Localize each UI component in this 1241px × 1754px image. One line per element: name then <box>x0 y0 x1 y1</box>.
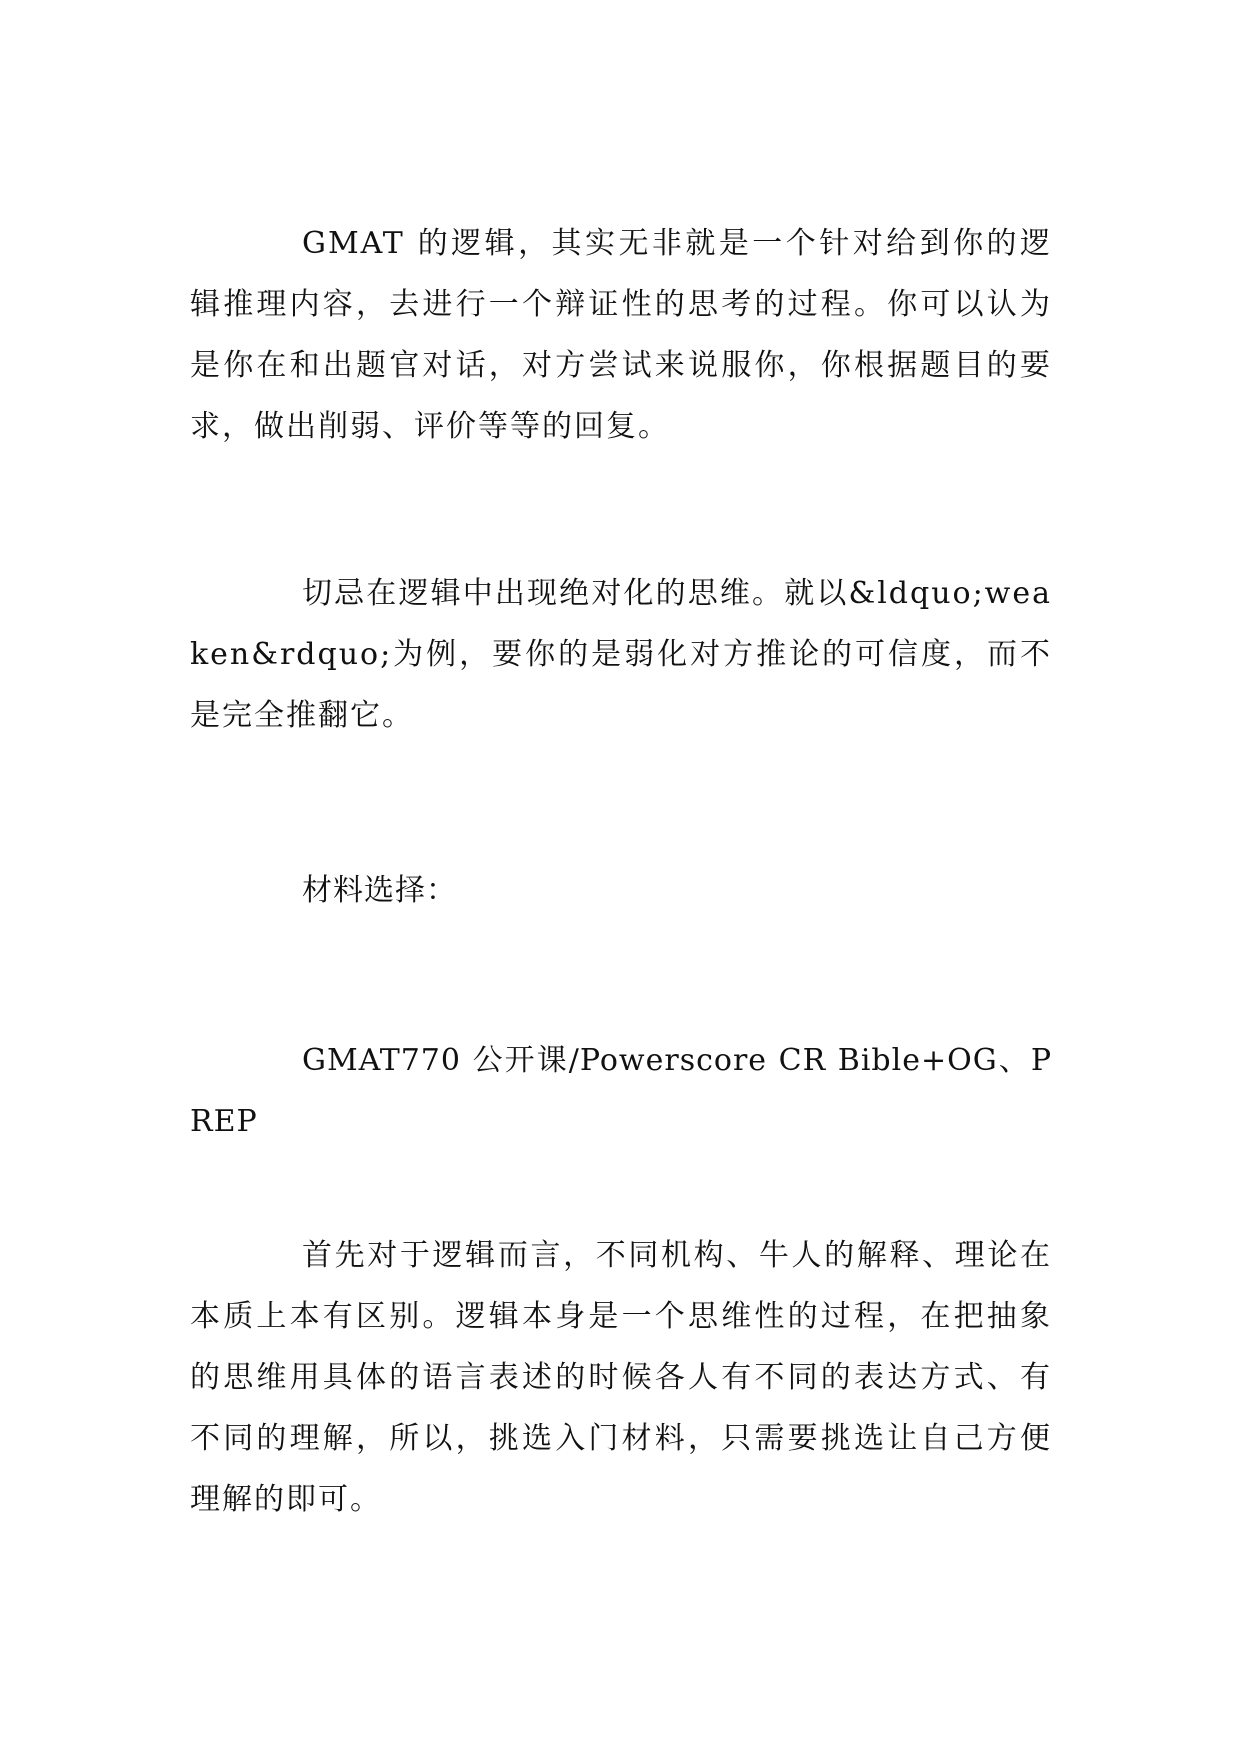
paragraph-material-selection-heading: 材料选择： <box>302 873 457 908</box>
paragraph-material-list: GMAT770 公开课/Powerscore CR Bible+OG、PREP <box>190 1043 1052 1139</box>
paragraph-avoid-absolute-thinking: 切忌在逻辑中出现绝对化的思维。就以&ldquo;weaken&rdquo;为例，要你的是弱化对方推论的可信度，而不是完全推翻它。 <box>190 576 1052 733</box>
paragraph-material-advice: 首先对于逻辑而言，不同机构、牛人的解释、理论在本质上本有区别。逻辑本身是一个思维性的过程，在把抽象的思维用具体的语言表述的时候各人有不同的表达方式、有不同的理解，所以，挑选入门材料，只需要挑选让自己方便理解的即可。 <box>190 1238 1052 1517</box>
paragraph-gmat-logic-intro: GMAT 的逻辑，其实无非就是一个针对给到你的逻辑推理内容，去进行一个辩证性的思考的过程。你可以认为是你在和出题官对话，对方尝试来说服你，你根据题目的要求，做出削弱、评价等等的回复。 <box>190 226 1052 444</box>
